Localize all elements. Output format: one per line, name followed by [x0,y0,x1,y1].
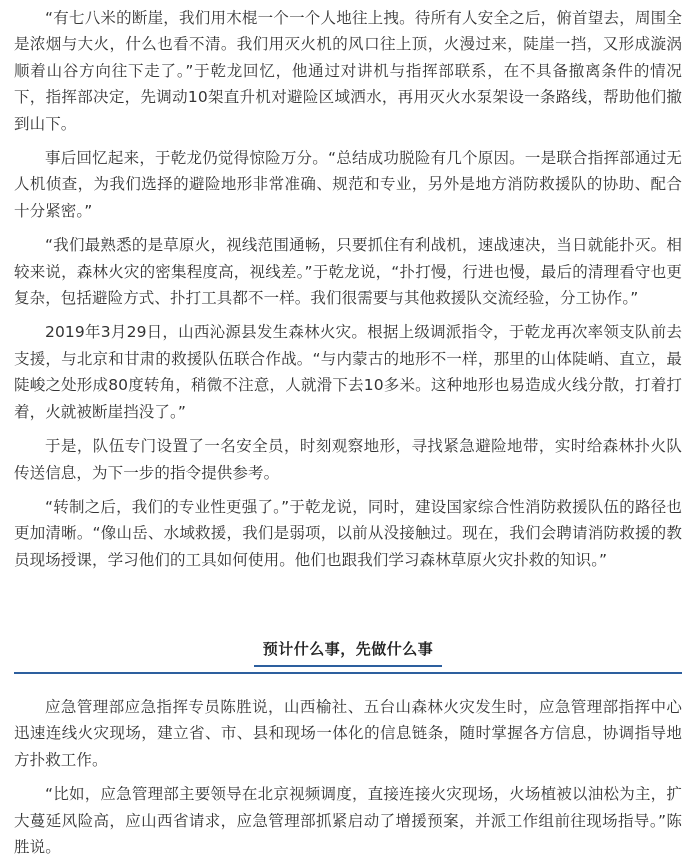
article-body-continued [0,694,696,860]
section-title: 预计什么事，先做什么事 [262,640,434,658]
paragraph: 应急管理部应急指挥专员陈胜说，山西榆社、五台山森林火灾发生时，应急管理部指挥中心迅速连线火灾现场，建立省、市、县和现场一体化的信息链条，随时掌握各方信息，协调指导地方扑救工作。 [14,698,682,769]
heading-divider [14,672,682,674]
paragraph: “我们最熟悉的是草原火，视线范围通畅，只要抓住有利战机，速战速决，当日就能扑灭。相较来说，森林火灾的密集程度高，视线差。”于乾龙说，“扑打慢，行进也慢，最后的清理看守也更复杂，包括避险方式、扑打工具都不一样。我们很需要与其他救援队交流经验，分工协作。” [14,236,682,308]
heading-accent-line [254,665,442,667]
paragraph: 于是，队伍专门设置了一名安全员，时刻观察地形，寻找紧急避险地带，实时给森林扑火队传送信息，为下一步的指令提供参考。 [14,437,682,482]
paragraph: 事后回忆起来，于乾龙仍觉得惊险万分。“总结成功脱险有几个原因。一是联合指挥部通过无人机侦查，为我们选择的避险地形非常准确、规范和专业，另外是地方消防救援队的协助、配合十分紧密。” [14,149,682,220]
paragraph: “有七八米的断崖，我们用木棍一个一个人地往上拽。待所有人安全之后，俯首望去，周围全是浓烟与大火，什么也看不清。我们用灭火机的风口往上顶，火漫过来，陡崖一挡，又形成漩涡顺着山谷方向往下走了。”于乾龙回忆，他通过对讲机与指挥部联系，在不具备撤离条件的情况下，指挥部决定，先调动10架直升机对避险区域洒水，再用灭火水泵架设一条路线，帮助他们撤到山下。 [14,9,682,133]
section-heading [0,629,696,669]
paragraph: 2019年3月29日，山西沁源县发生森林火灾。根据上级调派指令，于乾龙再次率领支队前去支援，与北京和甘肃的救援队伍联合作战。“与内蒙古的地形不一样，那里的山体陡峭、直立，最陡峻之处形成80度转角，稍微不注意，人就滑下去10多米。这种地形也易造成火线分散，打着打着，火就被断崖挡没了。” [14,323,682,421]
paragraph: “比如，应急管理部主要领导在北京视频调度，直接连接火灾现场，火场植被以油松为主，扩大蔓延风险高，应山西省请求，应急管理部抓紧启动了增援预案，并派工作组前往现场指导。”陈胜说。 [14,785,682,857]
paragraph: “转制之后，我们的专业性更强了。”于乾龙说，同时，建设国家综合性消防救援队伍的路径也更加清晰。“像山岳、水域救援，我们是弱项，以前从没接触过。现在，我们会聘请消防救援的教员现场授课，学习他们的工具如何使用。他们也跟我们学习森林草原火灾扑救的知识。” [14,497,682,569]
